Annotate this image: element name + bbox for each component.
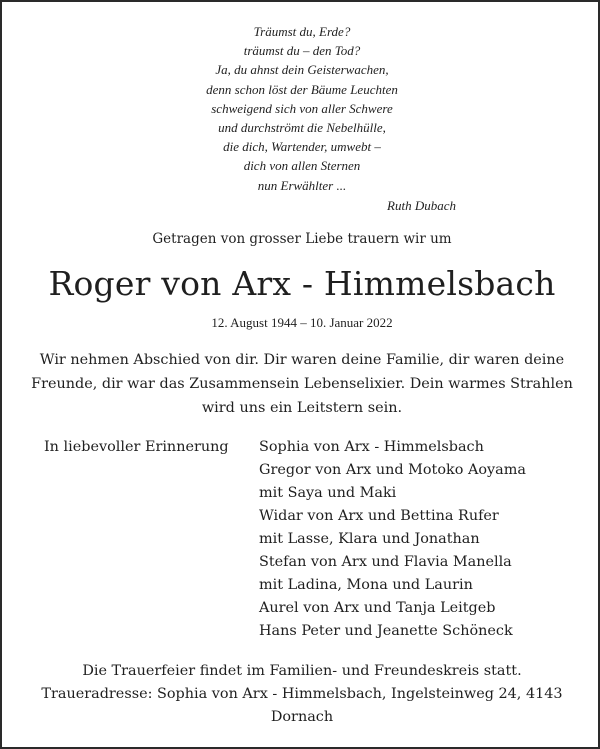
poem-line: dich von allen Sternen	[243, 158, 361, 174]
poem-line: Ja, du ahnst dein Geisterwachen,	[215, 62, 389, 78]
mourner-name: Aurel von Arx und Tanja Leitgeb	[259, 600, 496, 616]
mourner-name: mit Saya und Maki	[259, 485, 397, 501]
mourners-label: In liebevoller Erinnerung	[44, 439, 229, 455]
poem	[2, 22, 600, 215]
poem-line: die dich, Wartender, umwebt –	[223, 139, 381, 155]
life-dates: 12. August 1944 – 10. Januar 2022	[211, 315, 393, 330]
mourners-list	[259, 436, 526, 643]
poem-line: träumst du – den Tod?	[243, 43, 361, 59]
mourner-name: Gregor von Arx und Motoko Aoyama	[259, 462, 526, 478]
message-line: wird uns ein Leitstern sein.	[201, 400, 403, 416]
mourner-name: Widar von Arx und Bettina Rufer	[259, 508, 499, 524]
service-line: Die Trauerfeier findet im Familien- und Freundeskreis statt.	[82, 663, 522, 679]
poem-author: Ruth Dubach	[387, 197, 456, 213]
mourner-name: mit Lasse, Klara und Jonathan	[259, 531, 480, 547]
poem-line: und durchströmt die Nebelhülle,	[218, 120, 386, 136]
deceased-name: Roger von Arx - Himmelsbach	[48, 264, 556, 303]
service-line: Traueradresse: Sophia von Arx - Himmelsbach, Ingelsteinweg 24, 4143	[41, 686, 563, 702]
message-line: Wir nehmen Abschied von dir. Dir waren deine Familie, dir waren deine	[39, 352, 565, 368]
poem-line: Träumst du, Erde?	[253, 24, 351, 39]
poem-line: denn schon löst der Bäume Leuchten	[206, 81, 398, 97]
farewell-message	[22, 348, 582, 420]
service-line: Dornach	[270, 709, 334, 725]
mourner-name: mit Ladina, Mona und Laurin	[259, 577, 473, 593]
mourner-name: Stefan von Arx und Flavia Manella	[259, 554, 512, 570]
message-line: Freunde, dir war das Zusammensein Lebenselixier. Dein warmes Strahlen	[31, 376, 573, 392]
intro-text: Getragen von grosser Liebe trauern wir um	[152, 231, 452, 247]
service-info	[2, 660, 600, 729]
mourner-name: Sophia von Arx - Himmelsbach	[259, 439, 484, 455]
poem-line: nun Erwählter ...	[257, 177, 347, 193]
poem-line: schweigend sich von aller Schwere	[211, 100, 393, 116]
mourner-name: Hans Peter und Jeanette Schöneck	[259, 623, 513, 639]
